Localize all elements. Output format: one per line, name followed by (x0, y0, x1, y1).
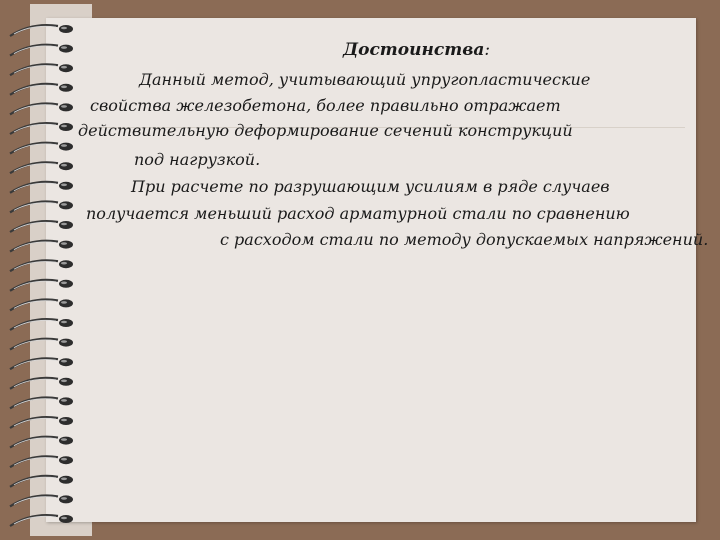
spiral-ring (10, 280, 73, 291)
text-line-4: под нагрузкой. (134, 150, 261, 169)
spiral-ring (10, 84, 73, 95)
text-line-6: получается меньший расход арматурной стали по сравнению (86, 204, 630, 223)
title-text: Достоинства (343, 40, 485, 60)
text-line-5: При расчете по разрушающим усилиям в ряде случаев (131, 177, 610, 196)
spiral-ring (10, 64, 73, 75)
text-line-2: свойства железобетона, более правильно отражает (90, 96, 561, 115)
notebook-page (46, 18, 696, 522)
spiral-ring (10, 515, 73, 526)
title-colon: : (484, 40, 491, 60)
spiral-ring (10, 221, 73, 232)
text-line-7: с расходом стали по методу допускаемых напряжений. (220, 230, 709, 249)
spiral-ring (10, 417, 73, 428)
spiral-ring (10, 358, 73, 369)
text-line-3: действительную деформирование сечений конструкций (78, 121, 573, 140)
spiral-binding-icon (0, 0, 90, 540)
spiral-ring (10, 103, 73, 114)
text-line-1: Данный метод, учитывающий упругопластические (139, 70, 591, 89)
spiral-ring (10, 162, 73, 173)
spiral-ring (10, 437, 73, 448)
page-title (343, 40, 490, 60)
spiral-ring (10, 25, 73, 36)
spiral-ring (10, 201, 73, 212)
spiral-ring (10, 476, 73, 487)
spiral-ring (10, 260, 73, 271)
spiral-ring (10, 456, 73, 467)
spiral-ring (10, 143, 73, 154)
spiral-ring (10, 241, 73, 252)
spiral-ring (10, 378, 73, 389)
spiral-ring (10, 495, 73, 506)
spiral-ring (10, 182, 73, 193)
spiral-ring (10, 339, 73, 350)
spiral-ring (10, 45, 73, 56)
spiral-ring (10, 123, 73, 134)
spiral-ring (10, 397, 73, 408)
spiral-ring (10, 319, 73, 330)
spiral-ring (10, 299, 73, 310)
